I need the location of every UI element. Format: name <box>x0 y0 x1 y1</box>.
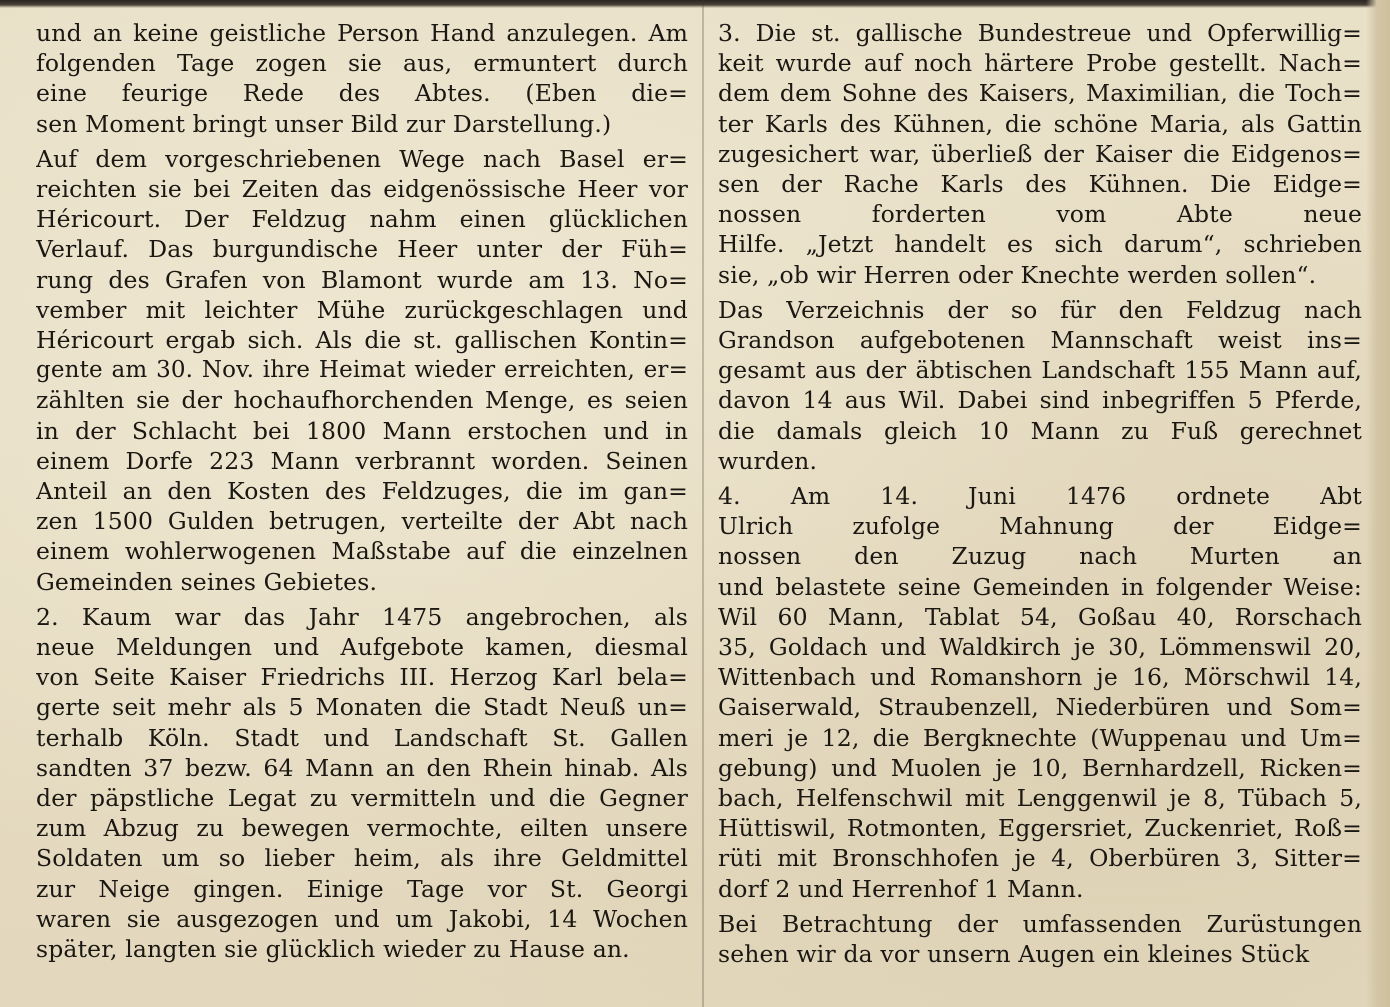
text-line: Das Verzeichnis der so für den Feldzug nach <box>718 295 1362 324</box>
text-line: 3. Die st. gallische Bundestreue und Opferwillig= <box>718 19 1362 47</box>
text-line: Gemeinden seines Gebietes. <box>36 567 378 596</box>
scan-top-edge <box>0 0 1390 8</box>
text-line: zen 1500 Gulden betrugen, verteilte der Abt nach <box>36 507 688 536</box>
text-line: zugesichert war, überließ der Kaiser die Eidgenos= <box>718 139 1362 168</box>
text-line: einem wohlerwogenen Maßstabe auf die einzelnen <box>36 537 688 566</box>
text-line: zum Abzug zu bewegen vermochte, eilten unsere <box>36 814 688 843</box>
paragraph <box>36 144 688 597</box>
paragraph <box>718 909 1362 969</box>
text-line: gebung) und Muolen je 10, Bernhardzell, Ricken= <box>718 753 1362 782</box>
text-line: sandten 37 bezw. 64 Mann an den Rhein hinab. Als <box>36 753 688 782</box>
text-line: und belastete seine Gemeinden in folgender Weise: <box>718 572 1362 601</box>
text-line: sie, „ob wir Herren oder Knechte werden sollen“. <box>718 260 1317 289</box>
text-line: gesamt aus der äbtischen Landschaft 155 Mann auf, <box>718 356 1362 385</box>
text-line: davon 14 aus Wil. Dabei sind inbegriffen 5 Pferde, <box>718 386 1362 415</box>
paragraph <box>36 18 688 139</box>
text-line: dorf 2 und Herrenhof 1 Mann. <box>718 874 1084 903</box>
text-line: sen Moment bringt unser Bild zur Darstellung.) <box>36 109 612 138</box>
text-line: und an keine geistliche Person Hand anzulegen. Am <box>36 19 688 47</box>
text-line: folgenden Tage zogen sie aus, ermuntert durch <box>36 49 688 78</box>
text-line: Anteil an den Kosten des Feldzuges, die im gan= <box>36 477 688 506</box>
text-line: der päpstliche Legat zu vermitteln und die Gegner <box>36 784 688 813</box>
text-line: terhalb Köln. Stadt und Landschaft St. Gallen <box>36 723 688 752</box>
text-line: einem Dorfe 223 Mann verbrannt worden. Seinen <box>36 446 688 475</box>
text-line: keit wurde auf noch härtere Probe gestellt. Nach= <box>718 49 1362 78</box>
text-line: meri je 12, die Bergknechte (Wuppenau und Um= <box>718 723 1362 752</box>
text-line: eine feurige Rede des Abtes. (Eben die= <box>36 79 688 108</box>
paragraph <box>36 602 688 964</box>
text-line: Hilfe. „Jetzt handelt es sich darum“, schrieben <box>718 230 1362 259</box>
paragraph <box>718 295 1362 476</box>
text-line: Héricourt ergab sich. Als die st. gallischen Kontin= <box>36 326 688 355</box>
text-line: dem dem Sohne des Kaisers, Maximilian, die Toch= <box>718 79 1362 108</box>
text-line: nossen forderten vom Abte neue <box>718 200 1362 229</box>
text-line: in der Schlacht bei 1800 Mann erstochen und in <box>36 416 688 445</box>
text-line: Gaiserwald, Straubenzell, Niederbüren und Som= <box>718 693 1362 722</box>
text-line: zur Neige gingen. Einige Tage vor St. Georgi <box>36 874 688 903</box>
left-text-column <box>36 18 688 964</box>
text-line: 2. Kaum war das Jahr 1475 angebrochen, als <box>36 602 688 631</box>
text-line: rüti mit Bronschhofen je 4, Oberbüren 3, Sitter= <box>718 844 1362 873</box>
text-line: Hüttiswil, Rotmonten, Eggersriet, Zuckenriet, Roß= <box>718 814 1362 843</box>
text-line: reichten sie bei Zeiten das eidgenössische Heer vor <box>36 175 688 204</box>
text-line: die damals gleich 10 Mann zu Fuß gerechnet <box>718 416 1362 445</box>
text-line: 4. Am 14. Juni 1476 ordnete Abt <box>718 482 1362 511</box>
text-line: zählten sie der hochaufhorchenden Menge, es seien <box>36 386 688 415</box>
text-line: wurden. <box>718 446 818 475</box>
text-line: später, langten sie glücklich wieder zu Hause an. <box>36 935 630 964</box>
text-line: vember mit leichter Mühe zurückgeschlagen und <box>36 295 688 324</box>
right-text-column <box>718 18 1362 969</box>
text-line: Wittenbach und Romanshorn je 16, Mörschwil 14, <box>718 663 1362 692</box>
text-line: 35, Goldach und Waldkirch je 30, Lömmenswil 20, <box>718 633 1362 662</box>
text-line: neue Meldungen und Aufgebote kamen, diesmal <box>36 633 688 662</box>
text-line: sen der Rache Karls des Kühnen. Die Eidge= <box>718 170 1362 199</box>
text-line: Auf dem vorgeschriebenen Wege nach Basel er= <box>36 144 688 173</box>
text-line: ter Karls des Kühnen, die schöne Maria, als Gattin <box>718 109 1362 138</box>
column-divider <box>702 0 704 1007</box>
text-line: Bei Betrachtung der umfassenden Zurüstungen <box>718 909 1362 938</box>
scan-right-edge <box>1366 0 1390 1007</box>
text-line: gerte seit mehr als 5 Monaten die Stadt Neuß un= <box>36 693 688 722</box>
text-line: Héricourt. Der Feldzug nahm einen glücklichen <box>36 205 688 234</box>
text-line: bach, Helfenschwil mit Lenggenwil je 8, Tübach 5, <box>718 784 1362 813</box>
text-line: sehen wir da vor unsern Augen ein kleines Stück <box>718 940 1310 969</box>
paragraph <box>718 481 1362 904</box>
text-line: waren sie ausgezogen und um Jakobi, 14 Wochen <box>36 904 688 933</box>
text-line: rung des Grafen von Blamont wurde am 13. No= <box>36 265 688 294</box>
text-line: Grandson aufgebotenen Mannschaft weist ins= <box>718 326 1362 355</box>
paragraph <box>718 18 1362 290</box>
text-line: von Seite Kaiser Friedrichs III. Herzog Karl bela= <box>36 663 688 692</box>
text-line: Wil 60 Mann, Tablat 54, Goßau 40, Rorschach <box>718 602 1362 631</box>
text-line: Ulrich zufolge Mahnung der Eidge= <box>718 512 1362 541</box>
text-line: gente am 30. Nov. ihre Heimat wieder erreichten, er= <box>36 357 688 384</box>
text-line: Verlauf. Das burgundische Heer unter der Füh= <box>36 235 688 264</box>
text-line: nossen den Zuzug nach Murten an <box>718 542 1362 571</box>
text-line: Soldaten um so lieber heim, als ihre Geldmittel <box>36 844 688 873</box>
